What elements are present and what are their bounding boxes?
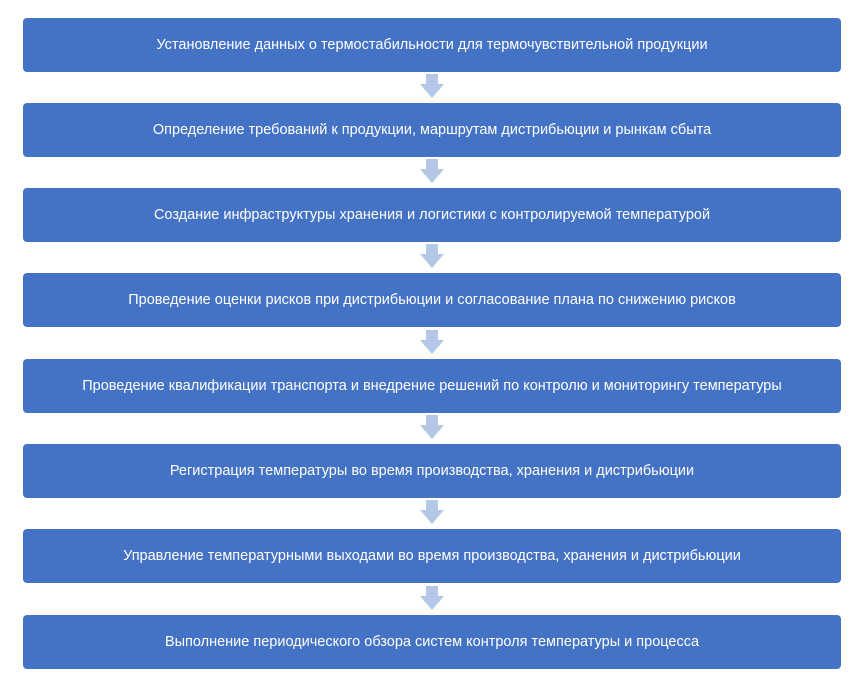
step-4-label: Проведение оценки рисков при дистрибьюции и согласование плана по снижению рисков xyxy=(128,292,736,308)
step-2-label: Определение требований к продукции, маршрутам дистрибьюции и рынкам сбыта xyxy=(152,122,712,138)
step-7-label: Управление температурными выходами во время производства, хранения и дистрибьюции xyxy=(123,548,741,564)
step-3-label: Создание инфраструктуры хранения и логистики с контролируемой температурой xyxy=(153,207,711,223)
step-7-box xyxy=(23,529,841,583)
down-arrow-icon xyxy=(420,415,444,439)
step-6-box xyxy=(23,444,841,498)
step-4-box xyxy=(23,273,841,327)
step-1-box xyxy=(23,18,841,72)
step-5-box xyxy=(23,359,841,413)
down-arrow-icon xyxy=(420,74,444,98)
down-arrow-icon xyxy=(420,330,444,354)
down-arrow-icon xyxy=(420,244,444,268)
step-8-box xyxy=(23,615,841,669)
down-arrow-icon xyxy=(420,500,444,524)
step-6-label: Регистрация температуры во время производства, хранения и дистрибьюции xyxy=(169,463,695,479)
step-8-label: Выполнение периодического обзора систем контроля температуры и процесса xyxy=(164,634,700,650)
down-arrow-icon xyxy=(420,586,444,610)
step-5-label: Проведение квалификации транспорта и внедрение решений по контролю и мониторингу температуры xyxy=(82,378,782,394)
down-arrow-icon xyxy=(420,159,444,183)
step-1-label: Установление данных о термостабильности для термочувствительной продукции xyxy=(156,37,708,53)
step-2-box xyxy=(23,103,841,157)
step-3-box xyxy=(23,188,841,242)
